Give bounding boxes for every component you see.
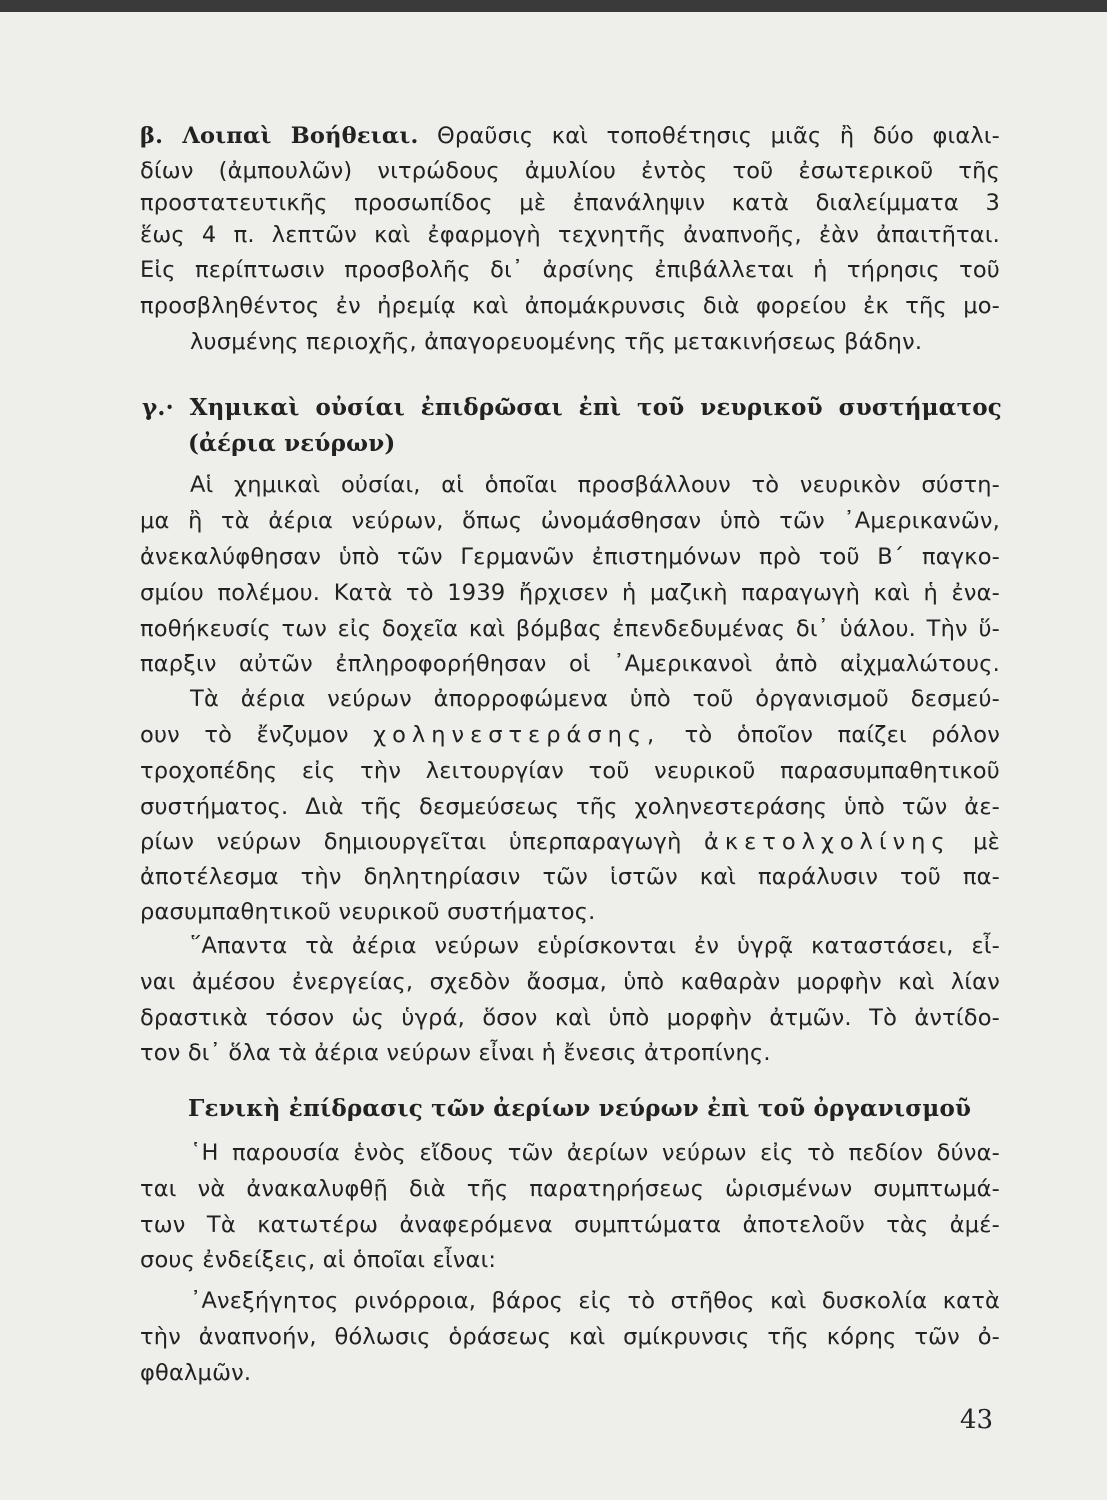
text-line: ἕως 4 π. λεπτῶν καὶ ἐφαρμογὴ τεχνητῆς ἀναπνοῆς, ἐὰν ἀπαιτῆται. bbox=[140, 222, 1000, 248]
text-line: ᾿Ανεξήγητος ρινόρροια, βάρος εἰς τὸ στῆθος καὶ δυσκολία κατὰ bbox=[190, 1288, 1000, 1314]
scan-top-edge bbox=[0, 0, 1107, 12]
text-line: ἀνεκαλύφθησαν ὑπὸ τῶν Γερμανῶν ἐπιστημόνων πρὸ τοῦ Β΄ παγκο- bbox=[140, 544, 1000, 570]
text-line: ρασυμπαθητικοῦ νευρικοῦ συστήματος. bbox=[140, 899, 596, 925]
text-line-with-spaced-term: ουν τὸ ἔνζυμον χοληνεστεράσης, τὸ ὁποῖον παίζει ρόλον bbox=[140, 722, 1000, 748]
section-b-title: β. Λοιπαὶ Βοήθειαι. bbox=[140, 123, 419, 149]
text-line: σους ἐνδείξεις, αἱ ὁποῖαι εἶναι: bbox=[140, 1247, 497, 1273]
text-line: παρξιν αὐτῶν ἐπληροφορήθησαν οἱ ᾿Αμερικανοὶ ἀπὸ αἰχμαλώτους. bbox=[140, 651, 1000, 677]
text-line: τον δι᾽ ὅλα τὰ ἀέρια νεύρων εἶναι ἡ ἔνεσις ἀτροπίνης. bbox=[140, 1040, 771, 1066]
text-line: ναι ἀμέσου ἐνεργείας, σχεδὸν ἄοσμα, ὑπὸ καθαρὰν μορφὴν καὶ λίαν bbox=[140, 969, 1000, 995]
text-line: των Τὰ κατωτέρω ἀναφερόμενα συμπτώματα ἀποτελοῦν τὰς ἀμέ- bbox=[140, 1212, 1000, 1238]
section-b-line-1: β. Λοιπαὶ Βοήθειαι. Θραῦσις καὶ τοποθέτησις μιᾶς ἢ δύο φιαλι- bbox=[140, 123, 1000, 149]
text-line: ῞Απαντα τὰ ἀέρια νεύρων εὑρίσκονται ἐν ὑγρᾷ καταστάσει, εἶ- bbox=[190, 933, 1000, 959]
text-line: τροχοπέδης εἰς τὴν λειτουργίαν τοῦ νευρικοῦ παρασυμπαθητικοῦ bbox=[140, 758, 1000, 784]
page-number: 43 bbox=[960, 1405, 994, 1435]
text-line: Τὰ ἀέρια νεύρων ἀπορροφώμενα ὑπὸ τοῦ ὀργανισμοῦ δεσμεύ- bbox=[190, 686, 1000, 712]
text-line: δραστικὰ τόσον ὡς ὑγρά, ὅσον καὶ ὑπὸ μορφὴν ἀτμῶν. Τὸ ἀντίδο- bbox=[140, 1005, 1000, 1031]
text-line: προστατευτικῆς προσωπίδος μὲ ἐπανάληψιν κατὰ διαλείμματα 3 bbox=[140, 190, 1000, 216]
text-line: δίων (ἀμπουλῶν) νιτρώδους ἀμυλίου ἐντὸς τοῦ ἐσωτερικοῦ τῆς bbox=[140, 158, 1000, 184]
text-line: συστήματος. Διὰ τῆς δεσμεύσεως τῆς χοληνεστεράσης ὑπὸ τῶν ἀε- bbox=[140, 794, 1000, 820]
text-line: λυσμένης περιοχῆς, ἀπαγορευομένης τῆς μετακινήσεως βάδην. bbox=[190, 329, 923, 355]
spaced-term: ἀκετολχολίνης bbox=[704, 829, 951, 855]
text-line: ποθήκευσίς των εἰς δοχεῖα καὶ βόμβας ἐπενδεδυμένας δι᾽ ὑάλου. Τὴν ὕ- bbox=[140, 616, 1000, 642]
text-line: μα ἢ τὰ ἀέρια νεύρων, ὅπως ὠνομάσθησαν ὑπὸ τῶν ᾿Αμερικανῶν, bbox=[140, 508, 1000, 534]
text-line: φθαλμῶν. bbox=[140, 1360, 252, 1386]
text-line: Εἰς περίπτωσιν προσβολῆς δι᾽ ἀρσίνης ἐπιβάλλεται ἡ τήρησις τοῦ bbox=[140, 257, 1000, 283]
text-line: Αἱ χημικαὶ οὐσίαι, αἱ ὁποῖαι προσβάλλουν τὸ νευρικὸν σύστη- bbox=[190, 472, 1000, 498]
text-line: προσβληθέντος ἐν ἠρεμίᾳ καὶ ἀπομάκρυνσις διὰ φορείου ἐκ τῆς μο- bbox=[140, 293, 1000, 319]
section-d-heading: Γενικὴ ἐπίδρασις τῶν ἀερίων νεύρων ἐπὶ τοῦ ὀργανισμοῦ bbox=[188, 1095, 972, 1122]
text-line-with-spaced-term: ρίων νεύρων δημιουργεῖται ὑπερπαραγωγὴ ἀκετολχολίνης μὲ bbox=[140, 829, 1000, 855]
text-line: ἀποτέλεσμα τὴν δηλητηρίασιν τῶν ἱστῶν καὶ παράλυσιν τοῦ πα- bbox=[140, 864, 1000, 890]
text-line: ῾Η παρουσία ἑνὸς εἴδους τῶν ἀερίων νεύρων εἰς τὸ πεδίον δύνα- bbox=[190, 1140, 1000, 1166]
text-line: τὴν ἀναπνοήν, θόλωσις ὁράσεως καὶ σμίκρυνσις τῆς κόρης τῶν ὀ- bbox=[140, 1324, 1000, 1350]
text-line: ται νὰ ἀνακαλυφθῇ διὰ τῆς παρατηρήσεως ὡρισμένων συμπτωμά- bbox=[140, 1176, 1000, 1202]
text-line: σμίου πολέμου. Κατὰ τὸ 1939 ἤρχισεν ἡ μαζικὴ παραγωγὴ καὶ ἡ ἐνα- bbox=[140, 580, 1000, 606]
spaced-term: χοληνεστεράσης, bbox=[373, 722, 661, 748]
section-c-subheading: (ἀέρια νεύρων) bbox=[188, 430, 396, 457]
section-c-heading: γ.· Χημικαὶ οὐσίαι ἐπιδρῶσαι ἐπὶ τοῦ νευρικοῦ συστήματος bbox=[142, 394, 1002, 421]
